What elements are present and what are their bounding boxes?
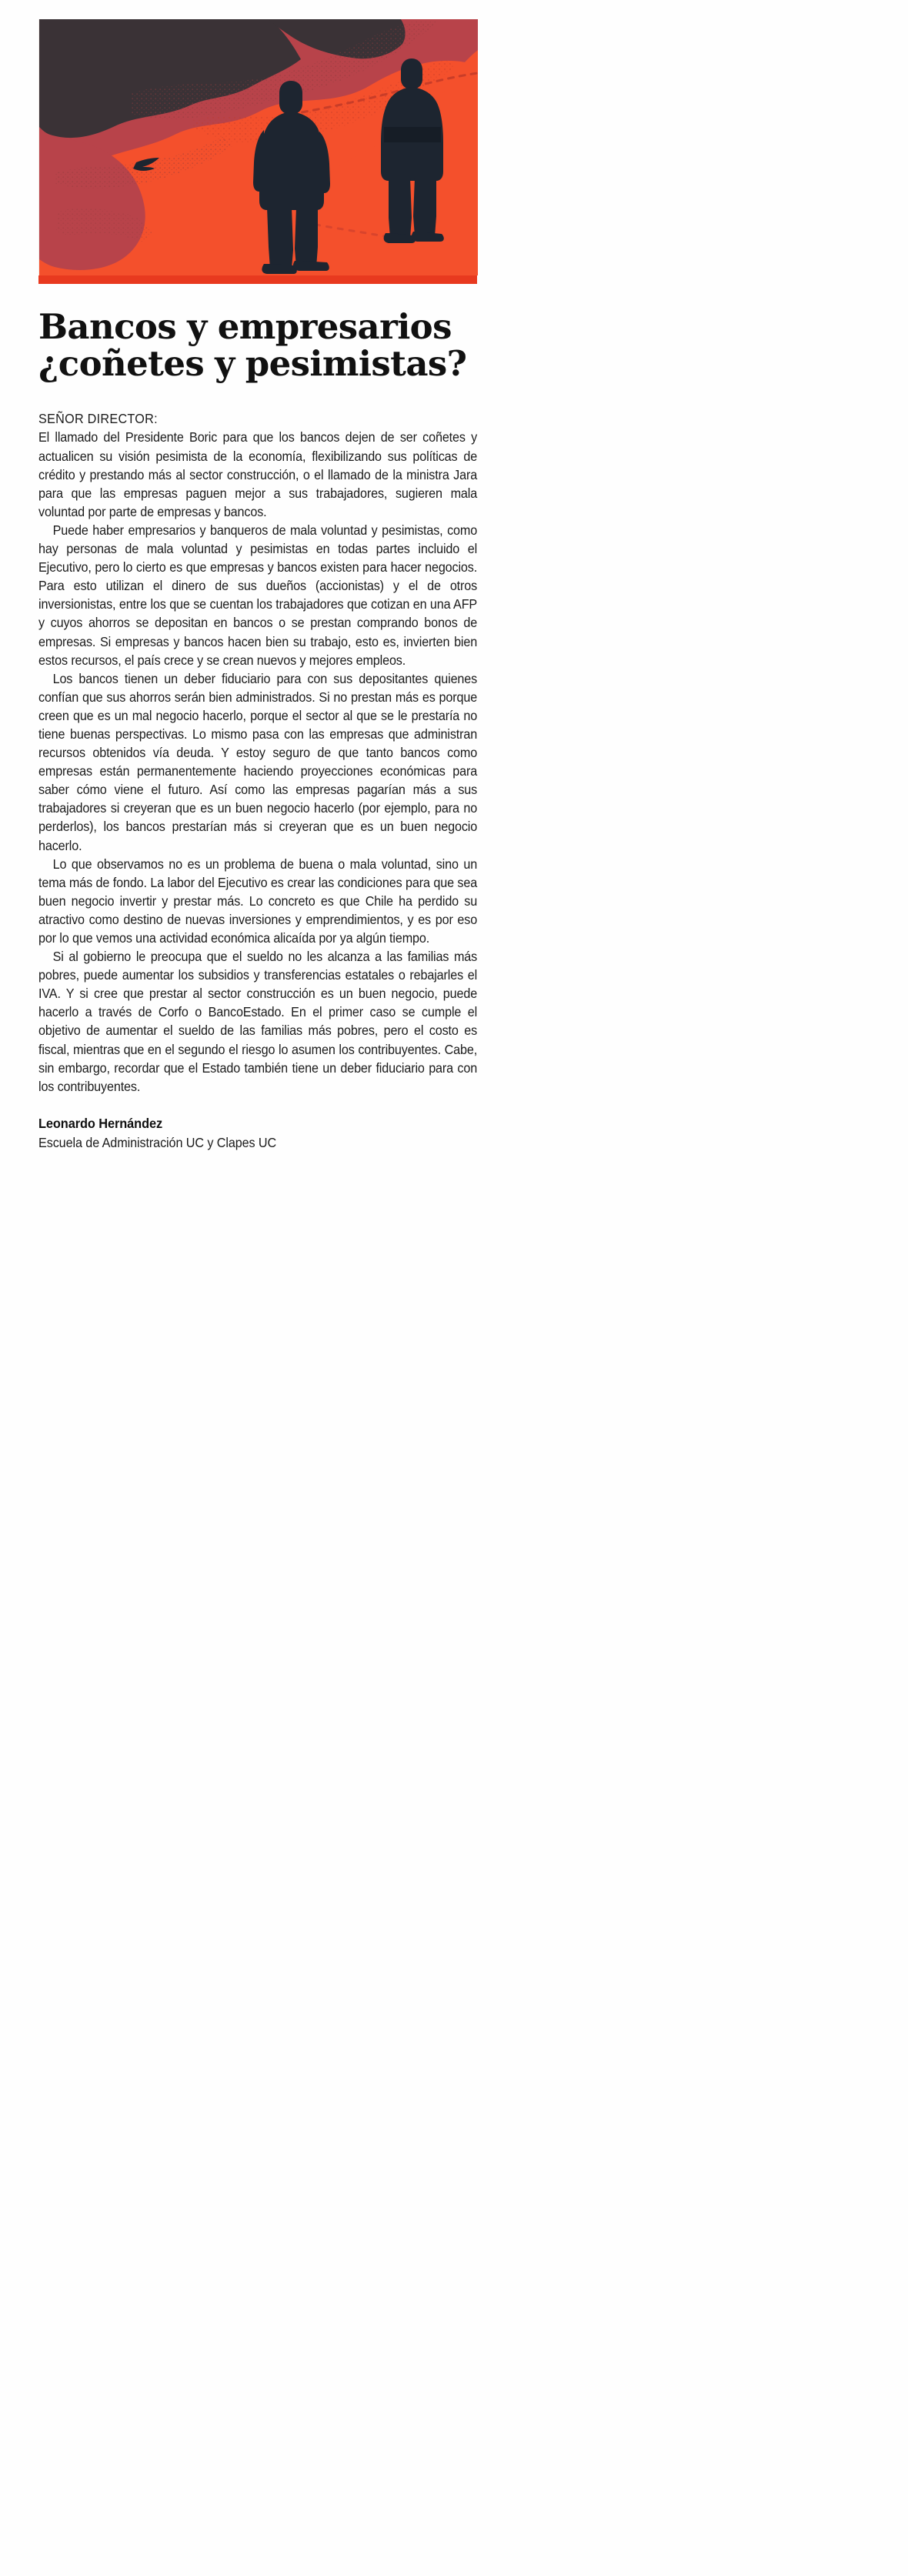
page-title <box>38 284 477 382</box>
two-businessmen-silhouettes-illustration <box>39 19 478 275</box>
author-affiliation: Escuela de Administración UC y Clapes UC <box>38 1134 277 1150</box>
paragraph-4: Lo que observamos no es un problema de buena o mala voluntad, sino un tema más de fondo. La labor del Ejecutivo es crear las condiciones para que sea buen negocio invertir y prestar más. Lo concreto es que Chile ha perdido su atractivo como destino de nuevas inversiones y emprendimientos, y es por eso por lo que vemos una actividad económica alicaída por ya algún tiempo. <box>38 856 478 946</box>
article-illustration <box>38 19 478 275</box>
paragraph-1: El llamado del Presidente Boric para que los bancos dejen de ser coñetes y actualicen su visión pesimista de la economía, flexibilizando sus políticas de crédito y prestando más al sector construcción, o el llamado de la ministra Jara para que las empresas paguen mejor a sus trabajadores, sugieren mala voluntad por parte de empresas y bancos. <box>38 429 478 519</box>
paragraph-2: Puede haber empresarios y banqueros de mala voluntad y pesimistas, como hay personas de mala voluntad y pesimistas en todas partes incluido el Ejecutivo, pero lo cierto es que empresas y bancos existen para hacer negocios. Para esto utilizan el dinero de sus dueños (accionistas) y el de otros inversionistas, entre los que se cuentan los trabajadores que cotizan en una AFP y cuyos ahorros se depositan en bancos o se prestan comprando bonos de empresas. Si empresas y bancos hacen bien su trabajo, esto es, invierten bien estos recursos, el país crece y se crean nuevos y mejores empleos. <box>38 522 478 668</box>
paragraph-5: Si al gobierno le preocupa que el sueldo no les alcanza a las familias más pobres, puede aumentar los subsidios y transferencias estatales o rebajarles el IVA. Y si cree que prestar al sector construcción es un buen negocio, puede hacerlo a través de Corfo o BancoEstado. En el primer caso se cumple el objetivo de aumentar el sueldo de las familias más pobres, pero el costo es fiscal, mientras que en el segundo el riesgo lo asumen los contribuyentes. Cabe, sin embargo, recordar que el Estado también tiene un deber fiduciario para con los contribuyentes. <box>38 949 478 1094</box>
article-column <box>38 19 477 1151</box>
headline-line-1: Bancos y empresarios <box>38 306 452 347</box>
headline-line-2: ¿coñetes y pesimistas? <box>38 342 467 384</box>
paragraph-3: Los bancos tienen un deber fiduciario para con sus depositantes quienes confían que sus ahorros serán bien administrados. Si no prestan más es porque creen que es un mal negocio hacerlo, porque el sector al que se le prestaría no tiene buenas perspectivas. Lo mismo pasa con las empresas que administran recursos obtenidos vía deuda. Y estoy seguro de que tanto bancos como empresas están permanentemente haciendo proyecciones económicas para saber cómo viene el futuro. Así como las empresas pagarían más a sus trabajadores si creyeran que es un buen negocio hacerlo (por ejemplo, para no perderlos), los bancos prestarían más si creyeran que es un buen negocio hacerlo. <box>38 670 478 853</box>
letter-body <box>38 382 477 1095</box>
salutation: SEÑOR DIRECTOR: <box>38 411 158 427</box>
author-name: Leonardo Hernández <box>38 1115 163 1131</box>
red-accent-bar <box>38 275 477 284</box>
signature-block <box>38 1096 477 1151</box>
